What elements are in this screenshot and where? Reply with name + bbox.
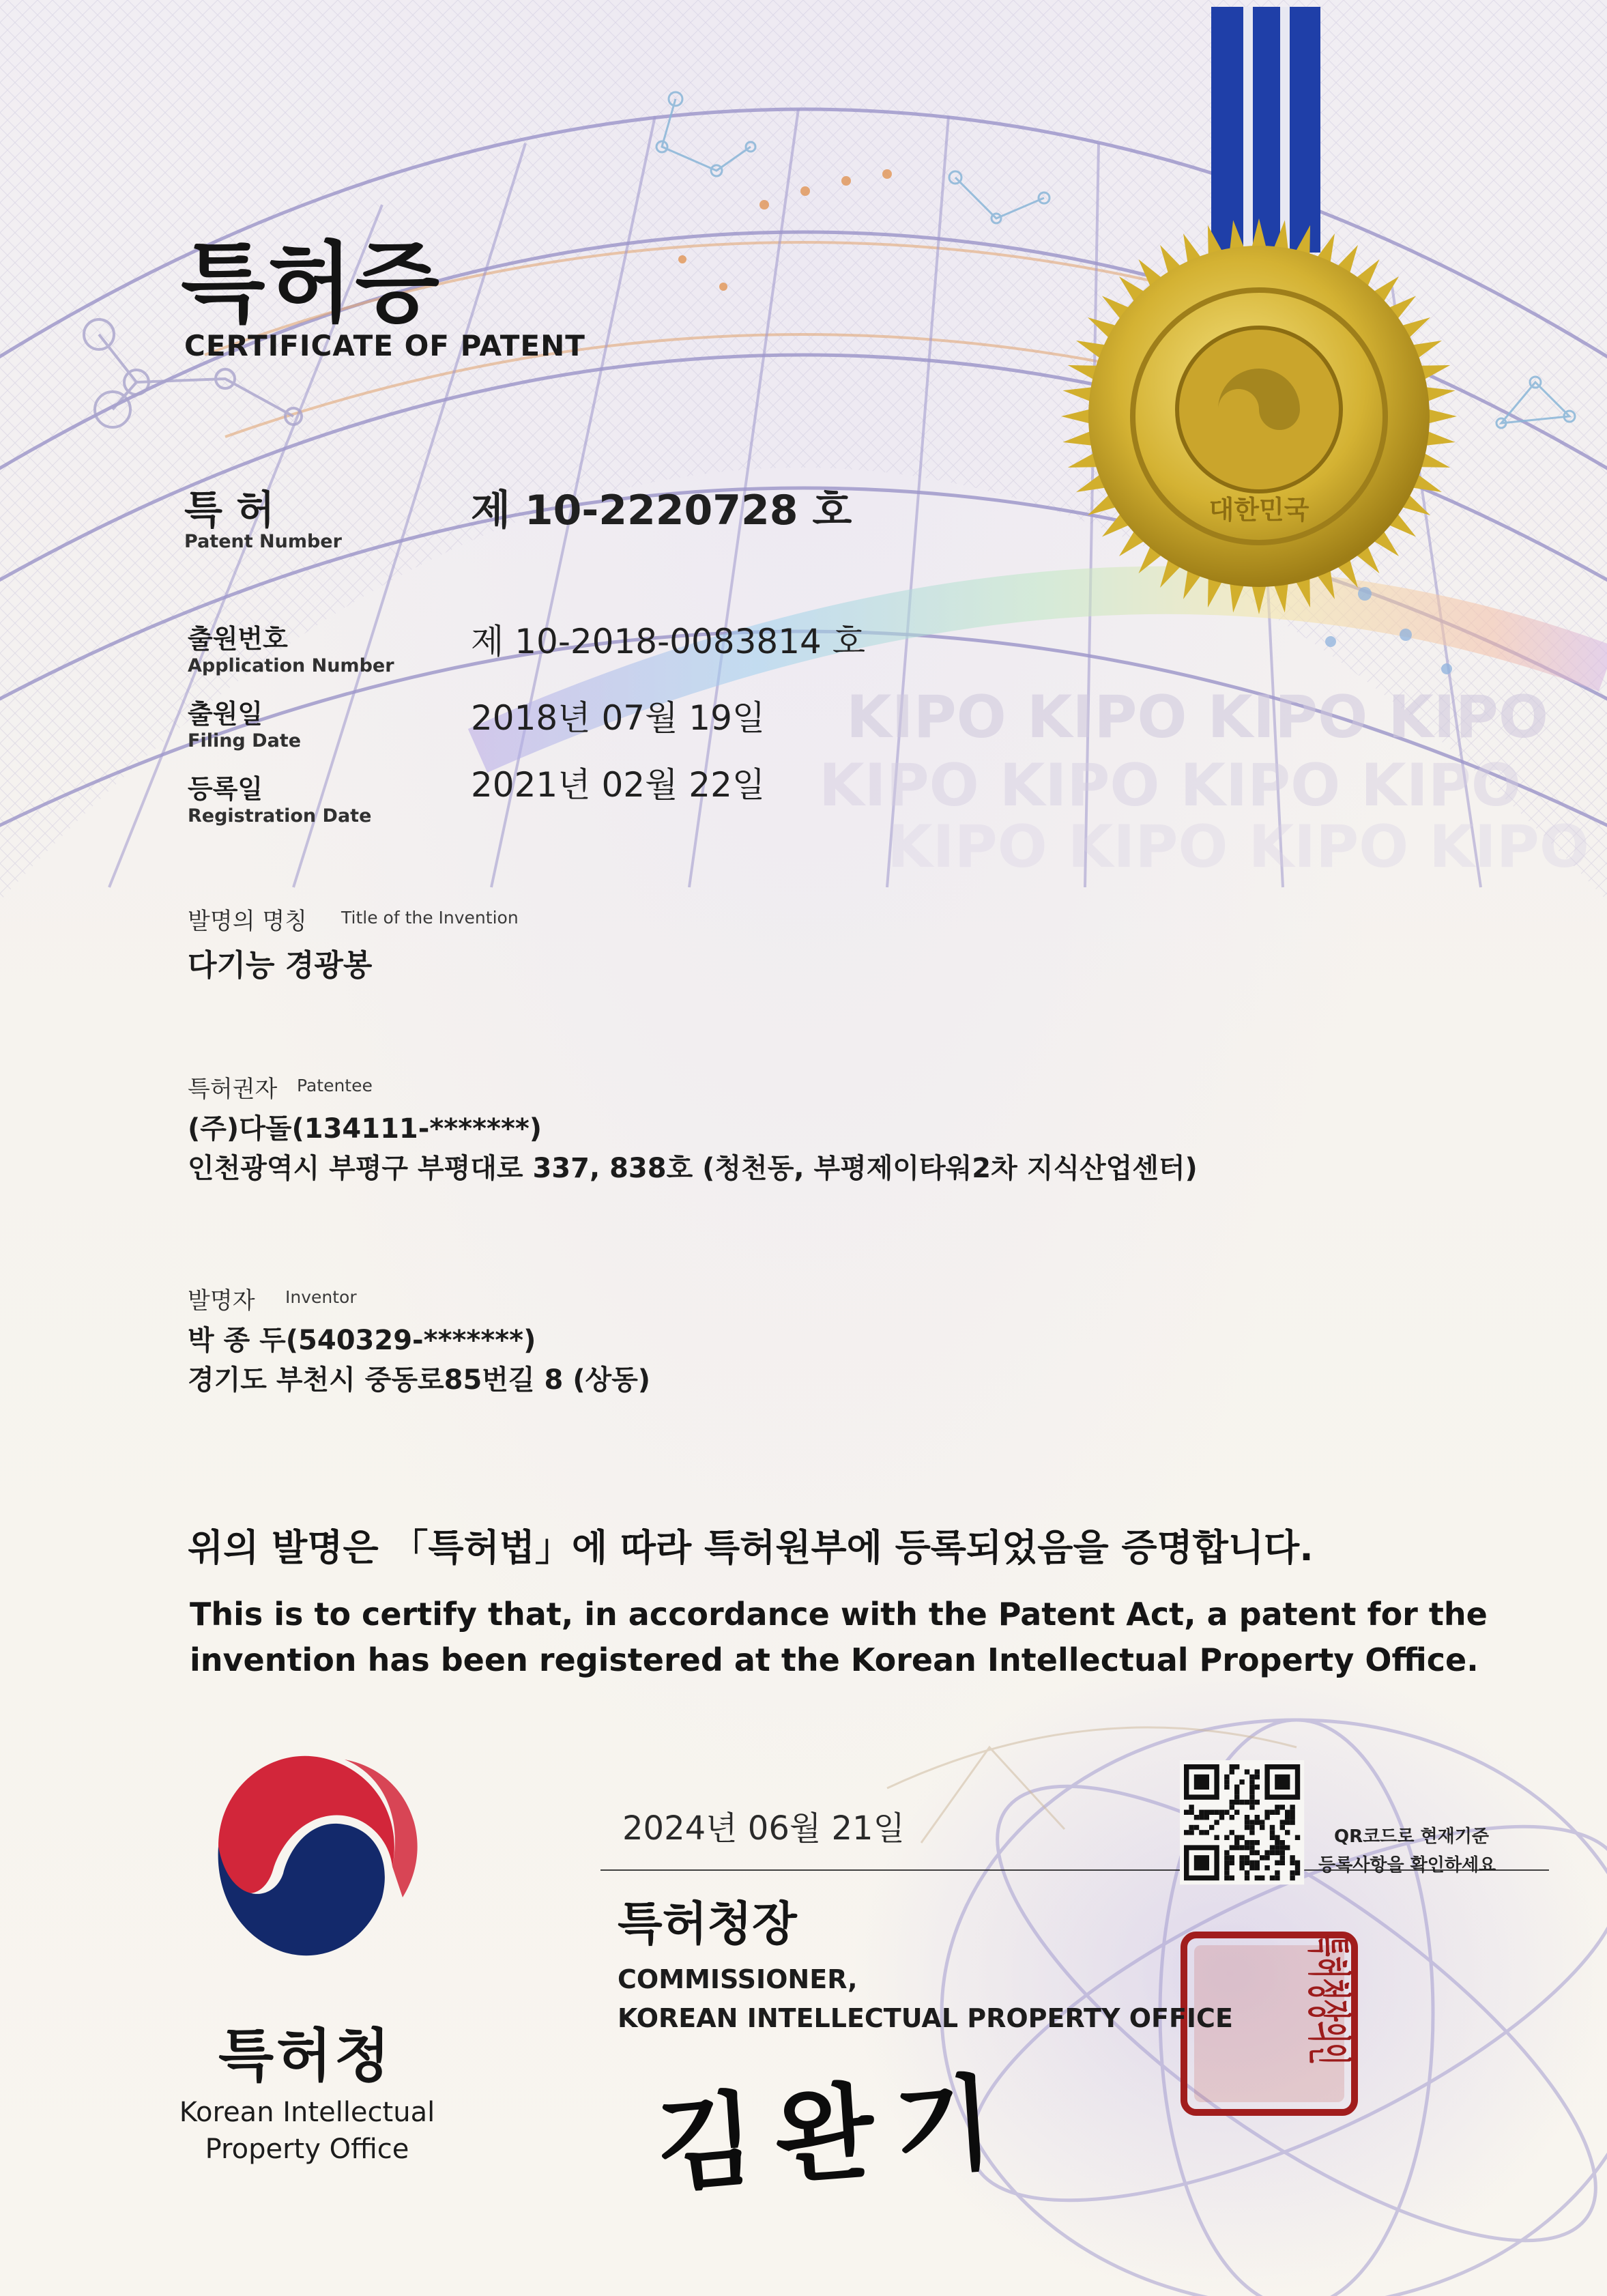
- application-number-value: 제 10-2018-0083814 호: [471, 622, 866, 661]
- office-name-en-2: Property Office: [205, 2134, 409, 2165]
- application-number-label-en: Application Number: [188, 655, 394, 676]
- patentee-label-en: Patentee: [297, 1076, 373, 1095]
- patent-number-value: 제 10-2220728 호: [471, 487, 852, 534]
- inventor-address: 경기도 부천시 중동로85번길 8 (상동): [188, 1364, 651, 1396]
- registration-date-value: 2021년 02월 22일: [471, 765, 766, 805]
- filing-date-label: 출원일: [188, 699, 263, 729]
- patent-number-label: 특 허: [184, 487, 275, 533]
- certificate-title: 특허증: [181, 233, 442, 334]
- application-number-label: 출원번호: [188, 624, 288, 654]
- commissioner-title-en-1: COMMISSIONER,: [618, 1964, 858, 1994]
- patent-number-label-en: Patent Number: [184, 531, 342, 552]
- qr-note-line2: 등록사항을 확인하세요: [1318, 1855, 1496, 1876]
- patentee-address: 인천광역시 부평구 부평대로 337, 838호 (청천동, 부평제이타워2차 지식산업센터): [188, 1153, 1198, 1184]
- qr-code[interactable]: [1180, 1760, 1304, 1884]
- registration-date-label-en: Registration Date: [188, 805, 372, 827]
- commissioner-title: 특허청장: [618, 1897, 797, 1951]
- office-name-en-1: Korean Intellectual: [179, 2097, 435, 2128]
- inventor-label: 발명자: [188, 1287, 255, 1315]
- invention-title-label: 발명의 명칭: [188, 908, 308, 935]
- inventor-label-en: Inventor: [285, 1287, 357, 1307]
- svg-text:KIPO KIPO KIPO KIPO: KIPO KIPO KIPO KIPO: [846, 683, 1548, 751]
- commissioner-signature: 김완기: [652, 2061, 1018, 2207]
- qr-note-line1: QR코드로 현재기준: [1334, 1826, 1489, 1847]
- certificate-title-en: CERTIFICATE OF PATENT: [184, 329, 585, 362]
- issue-date: 2024년 06월 21일: [622, 1809, 905, 1848]
- kipo-logo: [218, 1756, 418, 1956]
- commissioner-title-en-2: KOREAN INTELLECTUAL PROPERTY OFFICE: [618, 2003, 1233, 2033]
- certification-statement-ko: 위의 발명은 「특허법」에 따라 특허원부에 등록되었음을 증명합니다.: [188, 1526, 1314, 1569]
- certification-statement-en-1: This is to certify that, in accordance with the Patent Act, a patent for the: [190, 1596, 1488, 1633]
- invention-title-label-en: Title of the Invention: [341, 908, 519, 928]
- office-name: 특허청: [218, 2022, 393, 2089]
- certification-statement-en-2: invention has been registered at the Korean Intellectual Property Office.: [190, 1641, 1479, 1678]
- inventor-name: 박 종 두(540329-*******): [188, 1325, 536, 1356]
- registration-date-label: 등록일: [188, 774, 263, 804]
- svg-text:특허청장의인: 특허청장의인: [1303, 1935, 1354, 2188]
- medal: [1061, 218, 1457, 614]
- patentee-name: (주)다돌(134111-*******): [188, 1113, 542, 1145]
- svg-text:대한민국: 대한민국: [1208, 495, 1309, 525]
- svg-text:KIPO KIPO KIPO KIPO: KIPO KIPO KIPO KIPO: [887, 813, 1589, 881]
- svg-text:KIPO KIPO KIPO KIPO: KIPO KIPO KIPO KIPO: [819, 751, 1521, 820]
- patentee-label: 특허권자: [188, 1076, 278, 1103]
- filing-date-label-en: Filing Date: [188, 730, 302, 751]
- filing-date-value: 2018년 07월 19일: [471, 698, 766, 738]
- ribbon: [1211, 7, 1320, 253]
- invention-title-value: 다기능 경광봉: [188, 948, 373, 983]
